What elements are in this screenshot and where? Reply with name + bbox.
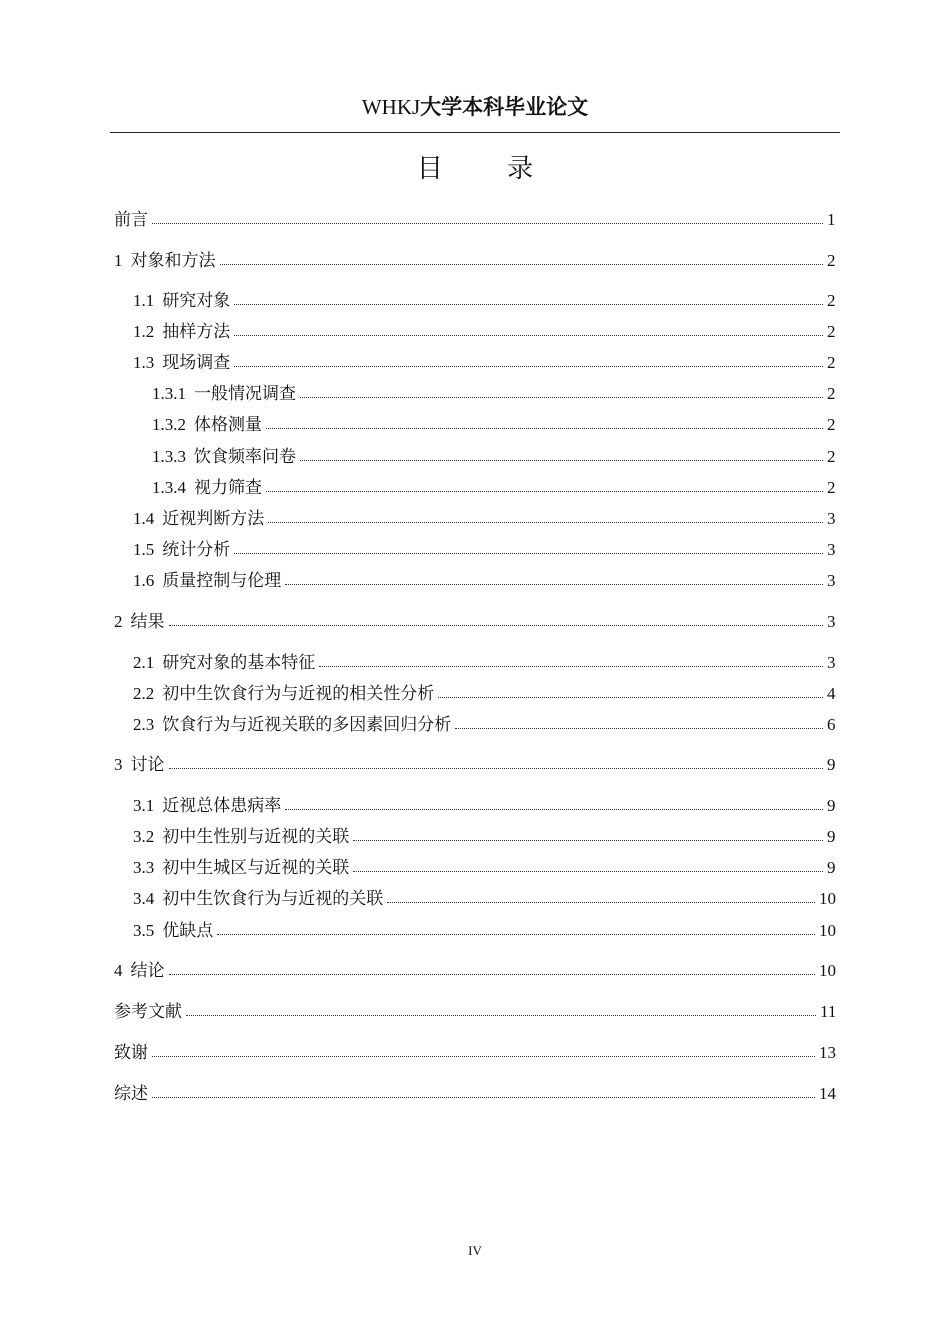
toc-entry[interactable]	[0, 609, 950, 635]
toc-entry-page: 2	[827, 415, 836, 434]
toc-entry[interactable]	[0, 350, 950, 376]
toc-entry[interactable]	[0, 958, 950, 984]
toc-entry-title: 视力筛查	[194, 478, 262, 498]
toc-entry-label	[152, 444, 298, 470]
toc-entry-page: 11	[820, 1002, 837, 1021]
toc-entry-label	[133, 350, 232, 376]
toc-entry[interactable]	[0, 824, 950, 850]
toc-entry[interactable]	[0, 412, 950, 438]
toc-entry[interactable]	[0, 999, 950, 1025]
toc-dot-leader	[266, 491, 823, 492]
toc-entry-page: 10	[819, 921, 836, 940]
toc-dot-leader	[234, 304, 823, 305]
toc-entry-title: 近视总体患病率	[162, 796, 282, 816]
toc-entry[interactable]	[0, 444, 950, 470]
toc-dot-leader	[220, 264, 823, 265]
toc-entry-number: 1.1	[133, 291, 155, 310]
toc-entry[interactable]	[0, 475, 950, 501]
toc-entry-label	[133, 855, 351, 881]
toc-entry-title: 参考文献	[114, 1002, 182, 1022]
toc-entry-number: 2.3	[133, 715, 155, 734]
toc-entry[interactable]	[0, 918, 950, 944]
toc-entry-number: 3.2	[133, 827, 155, 846]
toc-dot-leader	[152, 1097, 815, 1098]
toc-entry-label	[133, 681, 436, 707]
toc-entry-title: 前言	[114, 210, 148, 230]
footer-page-number: IV	[468, 1243, 482, 1258]
toc-dot-leader	[169, 974, 815, 975]
toc-dot-leader	[300, 460, 823, 461]
toc-entry-label	[114, 248, 218, 274]
toc-entry-label	[133, 506, 266, 532]
toc-entry-label	[114, 999, 184, 1025]
page-header	[110, 92, 840, 132]
toc-entry-number: 3	[114, 755, 123, 774]
header-title: 大学本科毕业论文	[420, 94, 589, 119]
toc-entry-page: 6	[827, 715, 836, 734]
toc-entry-label	[114, 609, 167, 635]
toc-entry-page: 9	[827, 796, 836, 815]
toc-entry-number: 1.6	[133, 571, 155, 590]
toc-entry-page: 9	[827, 755, 836, 774]
toc-entry[interactable]	[0, 248, 950, 274]
toc-entry-number: 1	[114, 251, 123, 270]
toc-entry-label	[133, 793, 283, 819]
toc-entry-title: 饮食行为与近视关联的多因素回归分析	[162, 715, 452, 735]
toc-dot-leader	[285, 809, 823, 810]
toc-entry[interactable]	[0, 650, 950, 676]
toc-entry-number: 3.5	[133, 921, 155, 940]
toc-entry-label	[114, 1081, 150, 1107]
toc-entry-label	[133, 824, 351, 850]
toc-dot-leader	[300, 397, 823, 398]
toc-entry-page: 2	[827, 322, 836, 341]
toc-entry-title: 初中生性别与近视的关联	[162, 827, 350, 847]
toc-entry[interactable]	[0, 568, 950, 594]
toc-entry-title: 质量控制与伦理	[162, 571, 282, 591]
toc-entry-label	[133, 886, 385, 912]
toc-entry-page: 2	[827, 353, 836, 372]
toc-entry[interactable]	[0, 381, 950, 407]
toc-entry-page: 2	[827, 291, 836, 310]
toc-entry[interactable]	[0, 1040, 950, 1066]
toc-entry-label	[114, 958, 167, 984]
toc-entry-number: 1.3	[133, 353, 155, 372]
toc-entry-number: 2	[114, 612, 123, 631]
toc-entry-number: 1.3.1	[152, 384, 186, 403]
toc-entry-page: 4	[827, 684, 836, 703]
toc-dot-leader	[266, 428, 823, 429]
toc-entry-title: 结果	[130, 612, 165, 632]
toc-entry-label	[152, 412, 264, 438]
toc-entry-page: 1	[827, 210, 836, 229]
toc-entry-title: 讨论	[130, 755, 165, 775]
toc-dot-leader	[353, 871, 823, 872]
toc-entry-number: 2.2	[133, 684, 155, 703]
toc-entry-label	[133, 319, 232, 345]
toc-entry-page: 2	[827, 251, 836, 270]
toc-entry-number: 1.2	[133, 322, 155, 341]
toc-entry-title: 初中生饮食行为与近视的相关性分析	[162, 684, 435, 704]
toc-entry-title: 优缺点	[162, 921, 214, 941]
toc-entry[interactable]	[0, 793, 950, 819]
toc-title: 目 录	[416, 154, 562, 184]
toc-entry-label	[133, 650, 317, 676]
toc-entry-label	[152, 381, 298, 407]
toc-dot-leader	[217, 934, 815, 935]
toc-dot-leader	[152, 1056, 815, 1057]
toc-entry-title: 近视判断方法	[162, 509, 265, 529]
toc-entry-page: 2	[827, 384, 836, 403]
toc-entry-title: 对象和方法	[130, 251, 216, 271]
toc-entry[interactable]	[0, 712, 950, 738]
toc-dot-leader	[152, 223, 823, 224]
toc-entry-page: 3	[827, 509, 836, 528]
toc-dot-leader	[169, 768, 823, 769]
toc-entry-label	[114, 207, 150, 233]
toc-entry-page: 10	[819, 889, 836, 908]
toc-entry-page: 10	[819, 961, 836, 980]
toc-entry-number: 4	[114, 961, 123, 980]
toc-dot-leader	[186, 1015, 816, 1016]
toc-entry-number: 1.3.2	[152, 415, 186, 434]
toc-entry-page: 13	[819, 1043, 836, 1062]
toc-entry-title: 结论	[130, 961, 165, 981]
toc-entry-label	[133, 568, 283, 594]
toc-entry-title: 研究对象的基本特征	[162, 653, 316, 673]
toc-entry-page: 2	[827, 447, 836, 466]
toc-dot-leader	[438, 697, 823, 698]
toc-entry-page: 9	[827, 827, 836, 846]
toc-entry-label	[133, 712, 453, 738]
toc-entry-label	[133, 537, 232, 563]
toc-dot-leader	[353, 840, 823, 841]
toc-entry-label	[133, 918, 215, 944]
toc-dot-leader	[319, 666, 823, 667]
toc-entry[interactable]	[0, 506, 950, 532]
toc-entry[interactable]	[0, 681, 950, 707]
toc-entry-page: 3	[827, 612, 836, 631]
toc-entry-number: 3.1	[133, 796, 155, 815]
toc-entry[interactable]	[0, 752, 950, 778]
toc-entry-number: 1.3.4	[152, 478, 186, 497]
toc-entry[interactable]	[0, 886, 950, 912]
toc-entry-label	[133, 288, 232, 314]
toc-entry[interactable]	[0, 855, 950, 881]
toc-entry-label	[114, 752, 167, 778]
toc-entry[interactable]	[0, 207, 950, 233]
toc-entry-title: 统计分析	[162, 540, 231, 560]
toc-entry-page: 9	[827, 858, 836, 877]
toc-entry-page: 3	[827, 540, 836, 559]
toc-entry-number: 3.3	[133, 858, 155, 877]
toc-entry[interactable]	[0, 1081, 950, 1107]
toc-dot-leader	[268, 522, 823, 523]
toc-dot-leader	[455, 728, 823, 729]
toc-dot-leader	[387, 902, 815, 903]
toc-entry-title: 研究对象	[162, 291, 231, 311]
toc-entry-title: 体格测量	[194, 415, 262, 435]
toc-entry-number: 1.4	[133, 509, 155, 528]
toc-entry-number: 2.1	[133, 653, 155, 672]
toc-entry[interactable]	[0, 537, 950, 563]
toc-dot-leader	[234, 366, 823, 367]
toc-entry-page: 2	[827, 478, 836, 497]
toc-entry-page: 3	[827, 571, 836, 590]
toc-entry-title: 综述	[114, 1084, 148, 1104]
toc-entry-label	[152, 475, 264, 501]
toc-dot-leader	[234, 553, 823, 554]
toc-entry-page: 14	[819, 1084, 836, 1103]
toc-entry-number: 1.5	[133, 540, 155, 559]
toc-dot-leader	[285, 584, 823, 585]
toc-entry-title: 一般情况调查	[194, 384, 296, 404]
toc-entry-number: 1.3.3	[152, 447, 186, 466]
toc-entry[interactable]	[0, 319, 950, 345]
toc-entry-title: 初中生城区与近视的关联	[162, 858, 350, 878]
header-divider	[110, 132, 840, 133]
header-latin: WHKJ	[361, 95, 421, 119]
toc-entry[interactable]	[0, 288, 950, 314]
toc-entry-number: 3.4	[133, 889, 155, 908]
toc-entry-title: 饮食频率问卷	[194, 447, 296, 467]
toc-dot-leader	[169, 625, 823, 626]
toc-entry-title: 致谢	[114, 1043, 148, 1063]
toc-entry-title: 初中生饮食行为与近视的关联	[162, 889, 384, 909]
toc-entry-page: 3	[827, 653, 836, 672]
toc-entry-title: 抽样方法	[162, 322, 231, 342]
toc-dot-leader	[234, 335, 823, 336]
toc-entry-label	[114, 1040, 150, 1066]
toc-entry-title: 现场调查	[162, 353, 231, 373]
